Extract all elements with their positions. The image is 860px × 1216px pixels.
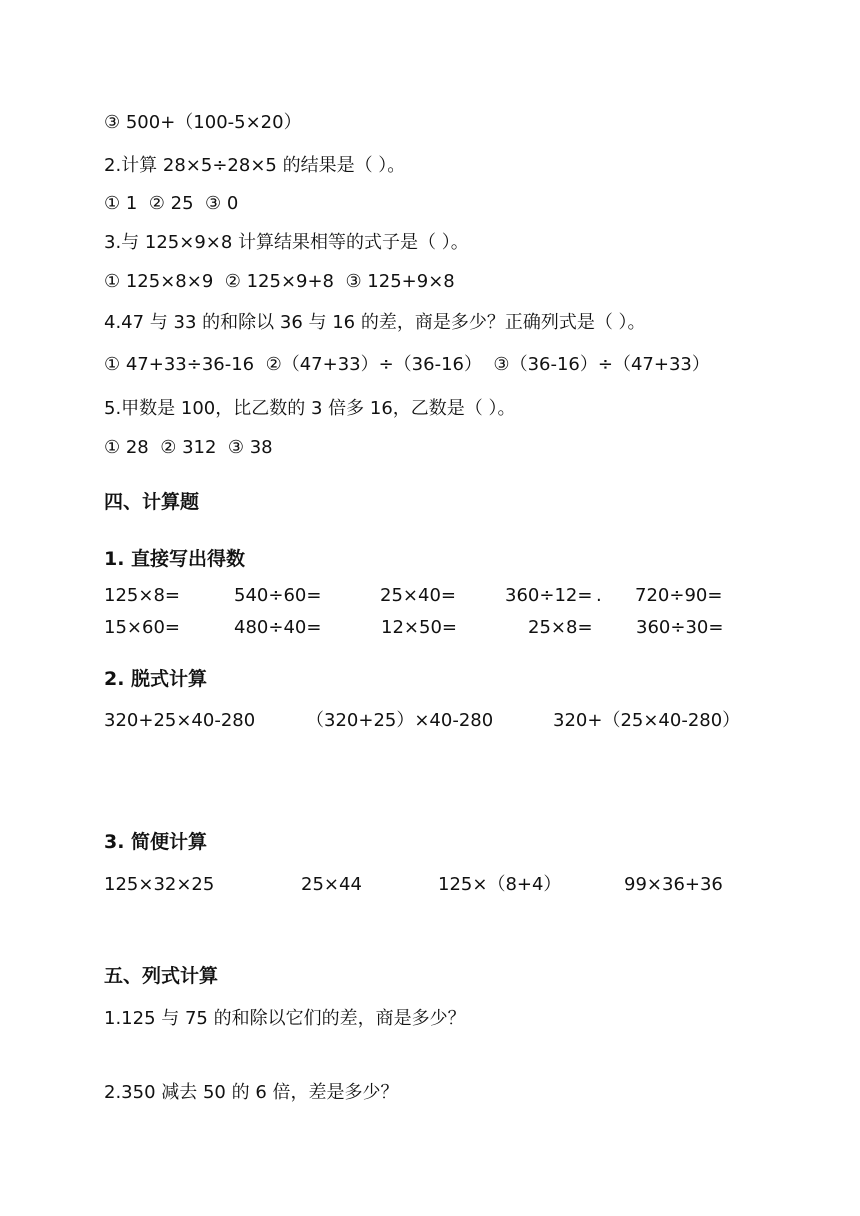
calc-item: 720÷90= (635, 585, 723, 606)
simple-calc-item: 125×（8+4） (438, 874, 562, 895)
calc-item: 12×50= (381, 617, 457, 638)
calc-item: 360÷12= (505, 585, 593, 606)
step-calc-item: 320+25×40-280 (104, 710, 256, 731)
calc-item: 480÷40= (234, 617, 322, 638)
question-4: 4.47 与 33 的和除以 36 与 16 的差，商是多少？正确列式是（ ）。 (104, 312, 646, 333)
calc-item: 360÷30= (636, 617, 724, 638)
question-2-options: ① 1 ② 25 ③ 0 (104, 193, 239, 214)
calc-item: 125×8= (104, 585, 180, 606)
question-3: 3.与 125×9×8 计算结果相等的式子是（ ）。 (104, 232, 469, 253)
calc-item: 540÷60= (234, 585, 322, 606)
question-4-options: ① 47+33÷36-16 ②（47+33）÷（36-16） ③（36-16）÷（47+33） (104, 354, 710, 375)
section-4-heading: 四、计算题 (104, 491, 200, 513)
q1-option-3: ③ 500+（100-5×20） (104, 112, 302, 133)
step-calc-item: 320+（25×40-280） (553, 710, 741, 731)
simple-calc-item: 125×32×25 (104, 874, 215, 895)
word-problem-1: 1.125 与 75 的和除以它们的差，商是多少？ (104, 1008, 466, 1029)
question-5-options: ① 28 ② 312 ③ 38 (104, 437, 273, 458)
simple-calc-item: 25×44 (301, 874, 362, 895)
question-5: 5.甲数是 100，比乙数的 3 倍多 16，乙数是（ ）。 (104, 398, 516, 419)
calc-item: 25×8= (528, 617, 593, 638)
section-5-heading: 五、列式计算 (104, 965, 219, 987)
word-problem-2: 2.350 减去 50 的 6 倍，差是多少？ (104, 1082, 399, 1103)
part-3-heading: 3. 简便计算 (104, 831, 208, 853)
question-2: 2.计算 28×5÷28×5 的结果是（ ）。 (104, 155, 406, 176)
stray-dot: . (596, 585, 602, 606)
part-2-heading: 2. 脱式计算 (104, 668, 208, 690)
step-calc-item: （320+25）×40-280 (306, 710, 494, 731)
calc-item: 15×60= (104, 617, 180, 638)
simple-calc-item: 99×36+36 (624, 874, 723, 895)
calc-item: 25×40= (380, 585, 456, 606)
question-3-options: ① 125×8×9 ② 125×9+8 ③ 125+9×8 (104, 271, 455, 292)
part-1-heading: 1. 直接写出得数 (104, 548, 246, 570)
